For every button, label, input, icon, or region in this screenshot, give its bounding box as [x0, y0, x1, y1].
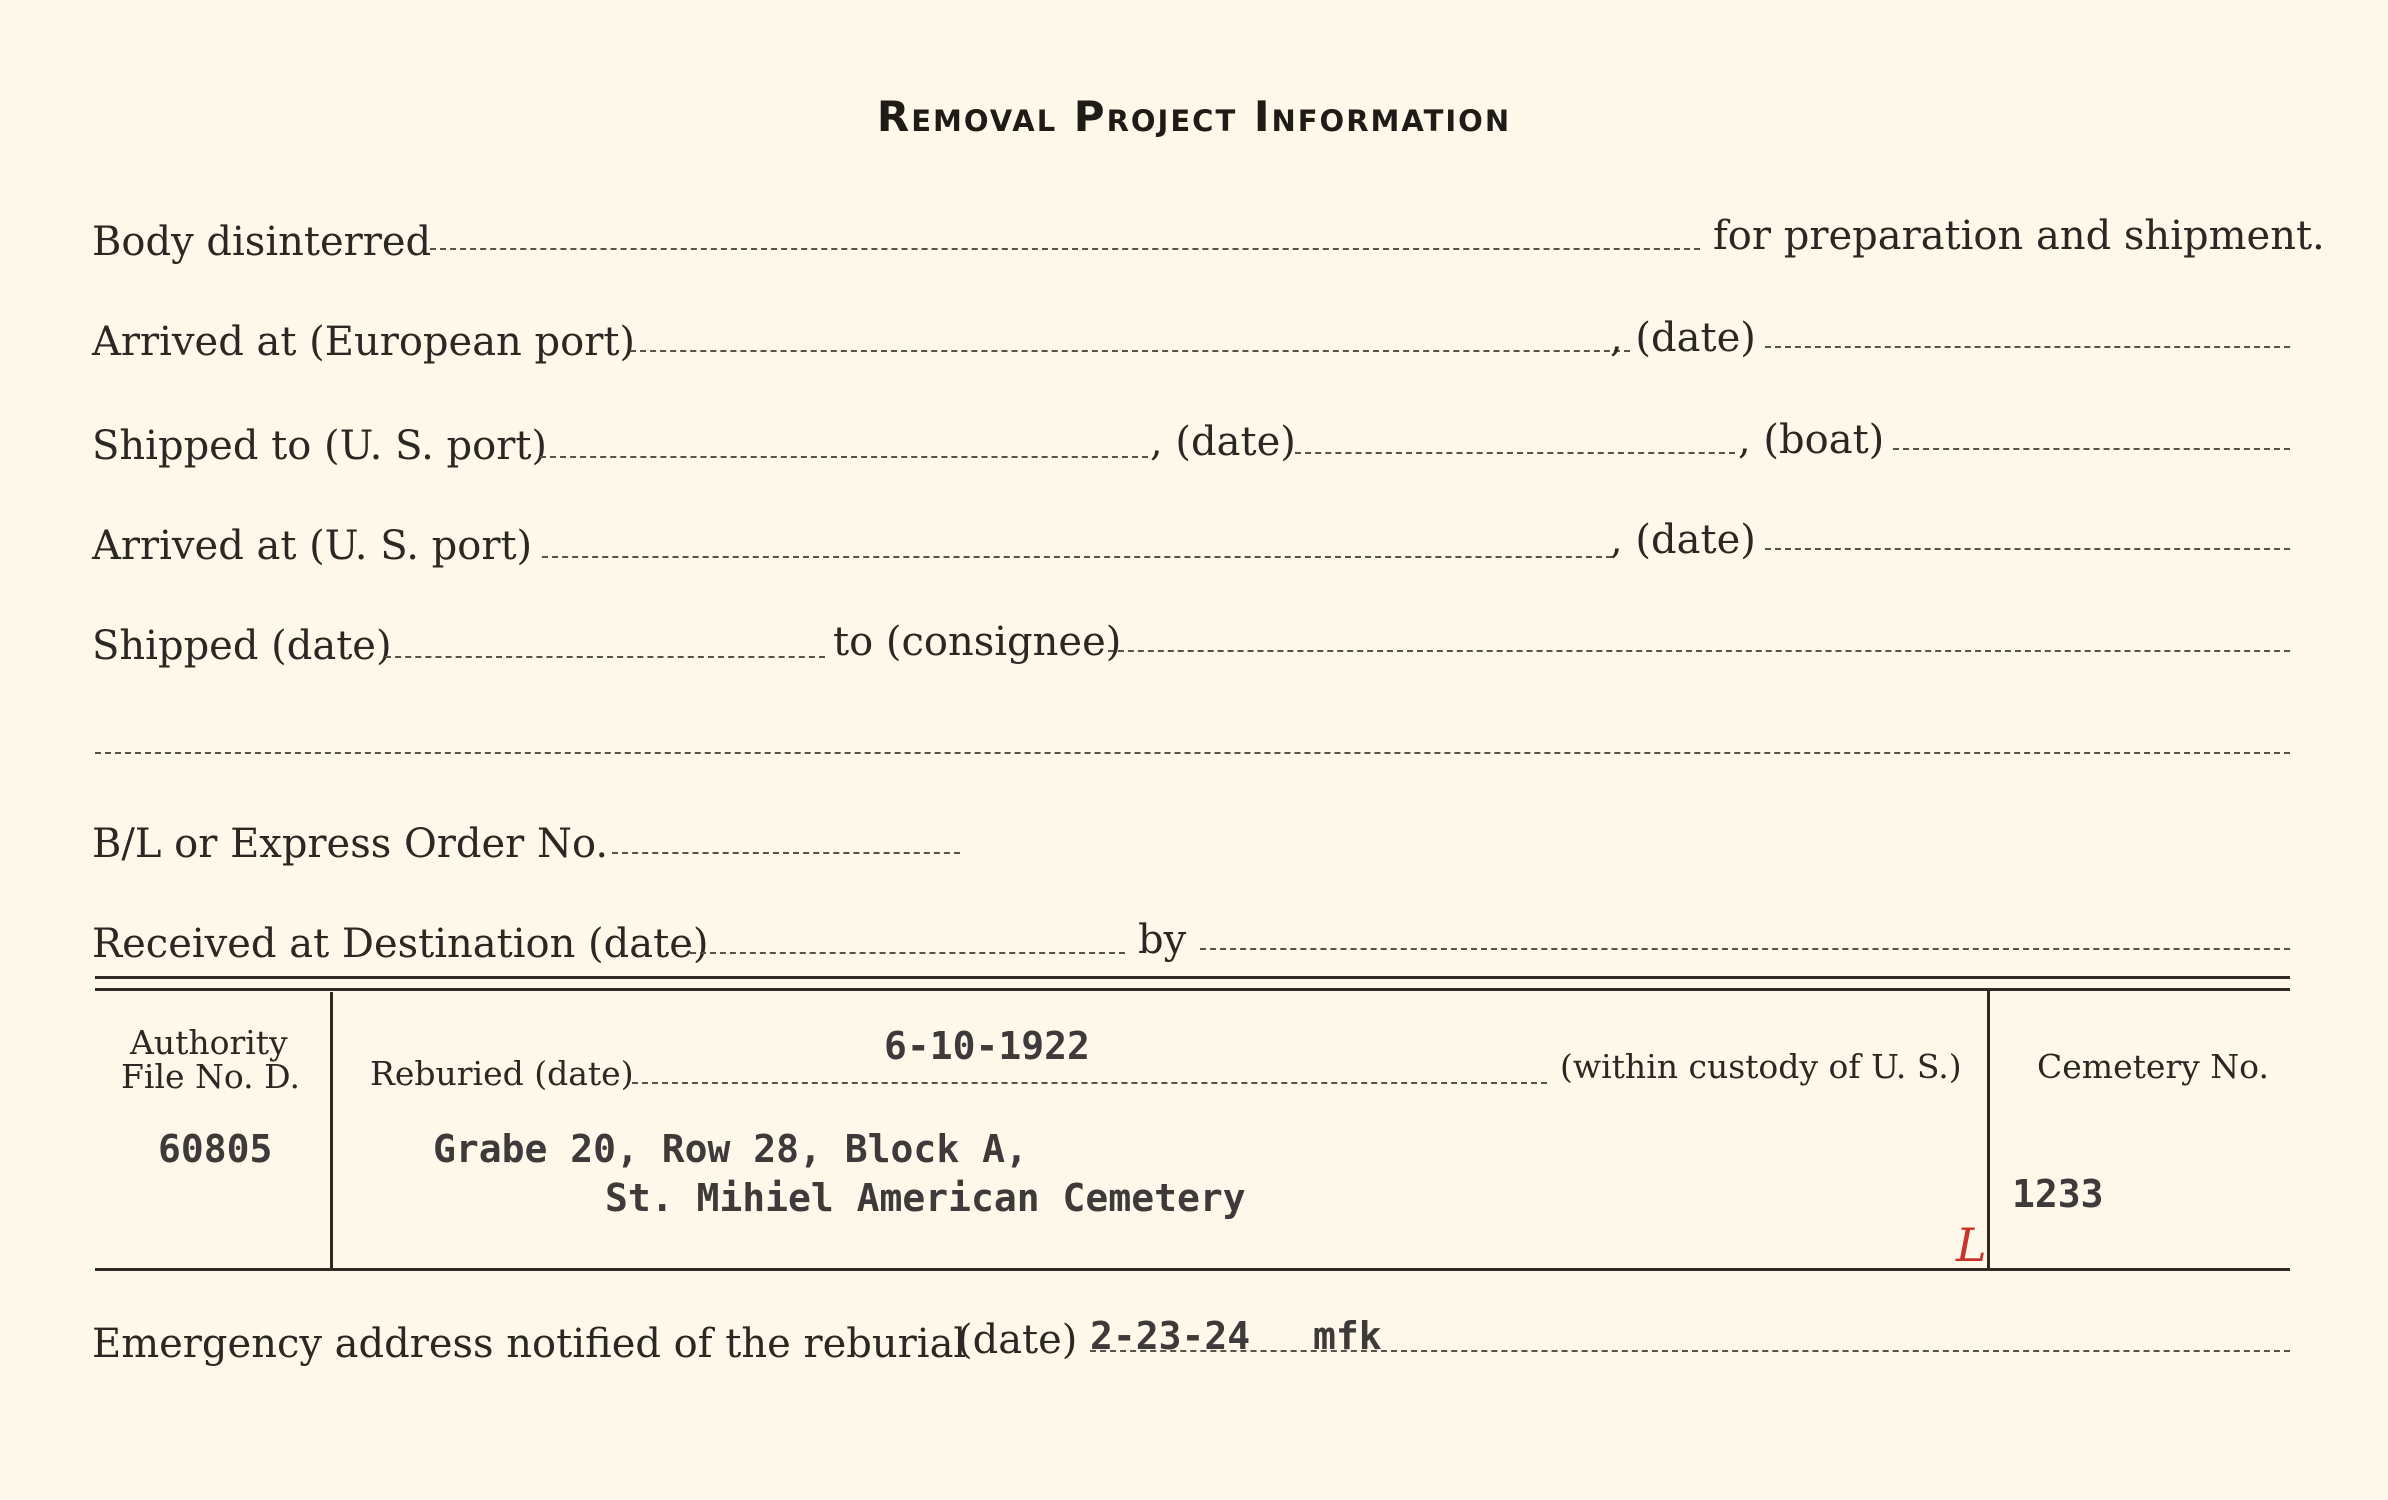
- authority-label-line1: Authority: [130, 1023, 288, 1062]
- arrived-european-line: [630, 350, 1630, 352]
- bl-line: [612, 852, 960, 854]
- arrived-us-line: [542, 556, 1612, 558]
- arrived-european-label: Arrived at (European port): [92, 319, 636, 365]
- cemetery-no-label: Cemetery No.: [2037, 1047, 2269, 1086]
- reburial-box-bottom-rule: [95, 1268, 2290, 1271]
- section-rule-bottom: [95, 988, 2290, 991]
- authority-file-number: 60805: [158, 1127, 273, 1171]
- red-check-mark: L: [1956, 1218, 1987, 1272]
- reburied-date-value: 6-10-1922: [884, 1024, 1090, 1068]
- grave-location-line2: St. Mihiel American Cemetery: [605, 1176, 1246, 1220]
- bl-label: B/L or Express Order No.: [92, 821, 609, 867]
- shipped-us-date-line: [1295, 452, 1735, 454]
- form-title: Removal Project Information: [876, 92, 1512, 141]
- emergency-initials: mfk: [1313, 1314, 1382, 1358]
- arrived-us-date-line: [1765, 548, 2290, 550]
- shipped-date-line: [385, 656, 825, 658]
- emergency-line: [1090, 1350, 2290, 1352]
- boat-line: [1893, 448, 2290, 450]
- by-label: by: [1138, 917, 1187, 963]
- shipped-us-date-label: , (date): [1150, 419, 1296, 465]
- body-disinterred-line: [430, 248, 1700, 250]
- emergency-label: Emergency address notified of the reburial: [92, 1321, 967, 1367]
- received-line: [690, 952, 1125, 954]
- grave-location-line1: Grabe 20, Row 28, Block A,: [433, 1127, 1028, 1171]
- cemetery-divider: [1987, 988, 1990, 1268]
- body-disinterred-label: Body disinterred: [92, 219, 432, 265]
- authority-divider: [330, 992, 333, 1268]
- custody-label: (within custody of U. S.): [1560, 1047, 1962, 1086]
- emergency-date-value: 2-23-24: [1090, 1314, 1251, 1358]
- boat-label: , (boat): [1738, 417, 1885, 463]
- for-preparation-label: for preparation and shipment.: [1713, 213, 2325, 259]
- arrived-european-date-label: , (date): [1610, 315, 1756, 361]
- shipped-us-line: [540, 456, 1148, 458]
- emergency-date-label: (date): [957, 1317, 1078, 1363]
- consignee-label: to (consignee): [833, 619, 1122, 665]
- received-label: Received at Destination (date): [92, 921, 709, 967]
- authority-label-line2: File No. D.: [121, 1057, 300, 1096]
- consignee-line: [1108, 650, 2290, 652]
- cemetery-number: 1233: [2012, 1172, 2104, 1216]
- section-rule-top: [95, 976, 2290, 979]
- arrived-us-date-label: , (date): [1610, 517, 1756, 563]
- consignee-continuation-line: [95, 752, 2290, 754]
- received-by-line: [1200, 948, 2290, 950]
- shipped-us-label: Shipped to (U. S. port): [92, 423, 547, 469]
- arrived-us-label: Arrived at (U. S. port): [92, 523, 533, 569]
- arrived-european-date-line: [1765, 346, 2290, 348]
- reburied-label: Reburied (date): [370, 1054, 634, 1093]
- shipped-date-label: Shipped (date): [92, 623, 392, 669]
- reburied-date-line: [632, 1082, 1547, 1084]
